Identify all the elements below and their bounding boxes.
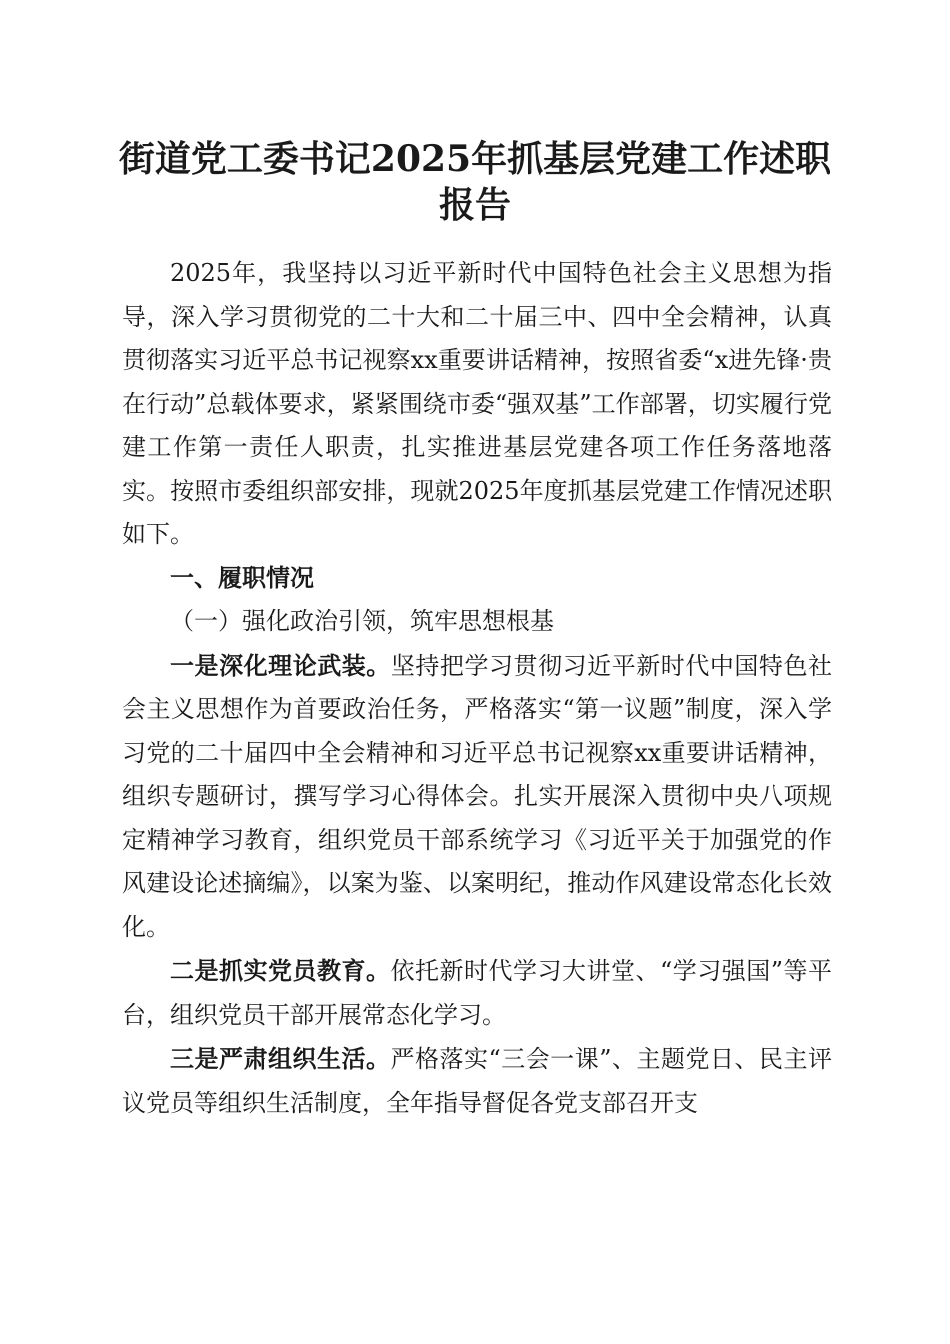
paragraph-text: 严格落实“三会一课”、主题党日、民主评议党员等组织生活制度，全年指导督促各党支部召开支 [122,1045,832,1117]
body-paragraph-2 [122,949,832,1037]
title-line-2: 报告 [438,184,511,226]
paragraph-lead: 一是深化理论武装。 [170,650,391,680]
paragraph-text: 坚持把学习贯彻习近平新时代中国特色社会主义思想作为首要政治任务，严格落实“第一议题”制度，深入学习党的二十届四中全会精神和习近平总书记视察xx重要讲话精神，组织专题研讨，撰写学习心得体会。扎实开展深入贯彻中央八项规定精神学习教育，组织党员干部系统学习《习近平关于加强党的作风建设论述摘编》，以案为鉴、以案明纪，推动作风建设常态化长效化。 [122,651,833,941]
document-title [110,136,840,228]
section-heading: 一、履职情况 [170,563,314,592]
intro-paragraph: 2025年，我坚持以习近平新时代中国特色社会主义思想为指导，深入学习贯彻党的二十大和二十届三中、四中全会精神，认真贯彻落实习近平总书记视察xx重要讲话精神，按照省委“x进先锋·贵在行动”总载体要求，紧紧围绕市委“强双基”工作部署，切实履行党建工作第一责任人职责，扎实推进基层党建各项工作任务落地落实。按照市委组织部安排，现就2025年度抓基层党建工作情况述职如下。 [122,259,832,548]
paragraph-lead: 二是抓实党员教育。 [170,956,391,985]
paragraph-text: 依托新时代学习大讲堂、“学习强国”等平台，组织党员干部开展常态化学习。 [122,957,832,1029]
title-line-1: 街道党工委书记2025年抓基层党建工作述职 [118,138,832,180]
paragraph-lead: 三是严肃组织生活。 [170,1044,391,1073]
subsection-heading: （一）强化政治引领，筑牢思想根基 [170,607,554,635]
body-paragraph-3 [122,1037,832,1125]
body-paragraph-1 [122,644,832,950]
document-body [122,252,832,1125]
